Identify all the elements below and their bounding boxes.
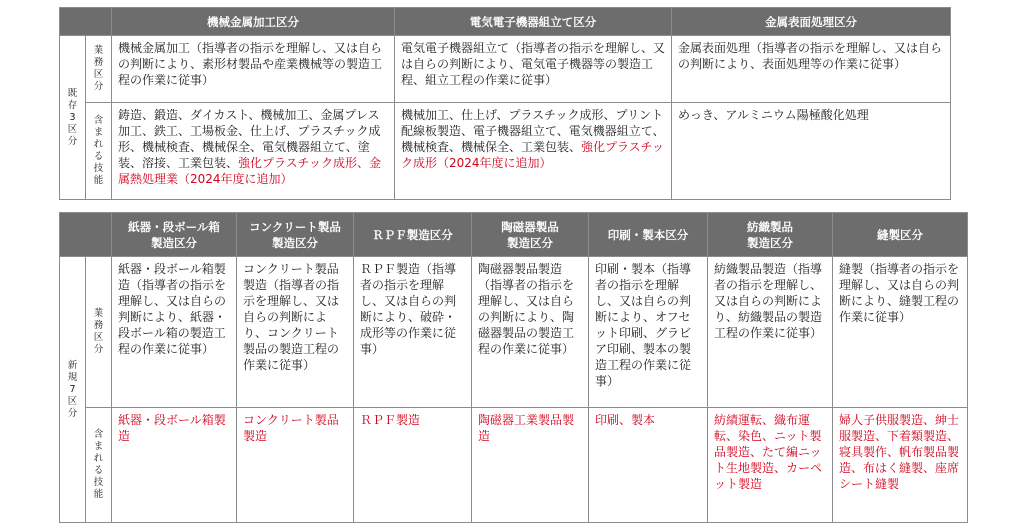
corner-cell — [60, 8, 112, 36]
row-label-duties: 業務区分 — [86, 257, 112, 408]
header-paper-box: 紙器・段ボール箱 製造区分 — [112, 213, 237, 257]
skills-text: 機械加工、仕上げ、プラスチック成形、プリント配線板製造、電子機器組立て、電気機器組立て、機械検査、機械保全、工業包装、 — [401, 108, 665, 154]
duties-textile: 紡織製品製造（指導者の指示を理解し、又は自らの判断により、紡織製品の製造工程の作業に従事） — [708, 257, 833, 408]
row-label-skills: 含まれる技能 — [86, 103, 112, 200]
duties-paper-box: 紙器・段ボール箱製造（指導者の指示を理解し、又は自らの判断により、紙器・段ボール箱の製造工程の作業に従事） — [112, 257, 237, 408]
duties-machine-metal: 機械金属加工（指導者の指示を理解し、又は自らの判断により、素形材製品や産業機械等の製造工程の作業に従事） — [112, 36, 395, 103]
skills-sewing: 婦人子供服製造、紳士服製造、下着類製造、寝具製作、帆布製品製造、布はく縫製、座席シート縫製 — [833, 408, 968, 523]
corner-cell — [60, 213, 112, 257]
header-sewing: 縫製区分 — [833, 213, 968, 257]
header-concrete: コンクリート製品 製造区分 — [237, 213, 354, 257]
duties-ceramics: 陶磁器製品製造（指導者の指示を理解し、又は自らの判断により、陶磁器製品の製造工程の作業に従事） — [472, 257, 589, 408]
group-label-new: 新規7区分 — [60, 257, 86, 523]
header-textile: 紡織製品 製造区分 — [708, 213, 833, 257]
row-label-skills: 含まれる技能 — [86, 408, 112, 523]
skills-machine-metal — [112, 103, 395, 200]
existing-categories-table — [59, 7, 951, 200]
skills-printing: 印刷、製本 — [589, 408, 708, 523]
new-categories-table — [59, 212, 968, 523]
duties-concrete: コンクリート製品製造（指導者の指示を理解し、又は自らの判断により、コンクリート製品の製造工程の作業に従事） — [237, 257, 354, 408]
duties-rpf: ＲＰＦ製造（指導者の指示を理解し、又は自らの判断により、破砕・成形等の作業に従事） — [354, 257, 472, 408]
skills-textile: 紡績運転、織布運転、染色、ニット製品製造、たて編ニット生地製造、カーペット製造 — [708, 408, 833, 523]
duties-sewing: 縫製（指導者の指示を理解し、又は自らの判断により、縫製工程の作業に従事） — [833, 257, 968, 408]
skills-added-text: 強化プラスチック成形（2024年度に追加） — [401, 140, 665, 170]
header-rpf: ＲＰＦ製造区分 — [354, 213, 472, 257]
duties-printing: 印刷・製本（指導者の指示を理解し、又は自らの判断により、オフセット印刷、グラビア印刷、製本の製造工程の作業に従事） — [589, 257, 708, 408]
skills-electrical-assembly — [395, 103, 672, 200]
duties-electrical-assembly: 電気電子機器組立て（指導者の指示を理解し、又は自らの判断により、電気電子機器等の製造工程、組立工程の作業に従事） — [395, 36, 672, 103]
skills-text: 鋳造、鍛造、ダイカスト、機械加工、金属プレス加工、鉄工、工場板金、仕上げ、プラスチック成形、機械検査、機械保全、電気機器組立て、塗装、溶接、工業包装、 — [118, 108, 381, 170]
header-electrical-assembly: 電気電子機器組立て区分 — [395, 8, 672, 36]
group-label-existing: 既存3区分 — [60, 36, 86, 200]
skills-rpf: ＲＰＦ製造 — [354, 408, 472, 523]
skills-ceramics: 陶磁器工業製品製造 — [472, 408, 589, 523]
skills-text: めっき、アルミニウム陽極酸化処理 — [678, 108, 869, 122]
skills-metal-surface — [672, 103, 951, 200]
header-printing: 印刷・製本区分 — [589, 213, 708, 257]
header-metal-surface: 金属表面処理区分 — [672, 8, 951, 36]
header-ceramics: 陶磁器製品 製造区分 — [472, 213, 589, 257]
header-machine-metal: 機械金属加工区分 — [112, 8, 395, 36]
row-label-duties: 業務区分 — [86, 36, 112, 103]
skills-concrete: コンクリート製品製造 — [237, 408, 354, 523]
skills-paper-box: 紙器・段ボール箱製造 — [112, 408, 237, 523]
duties-metal-surface: 金属表面処理（指導者の指示を理解し、又は自らの判断により、表面処理等の作業に従事） — [672, 36, 951, 103]
skills-added-text: 強化プラスチック成形、金属熱処理業（2024年度に追加） — [118, 156, 382, 186]
